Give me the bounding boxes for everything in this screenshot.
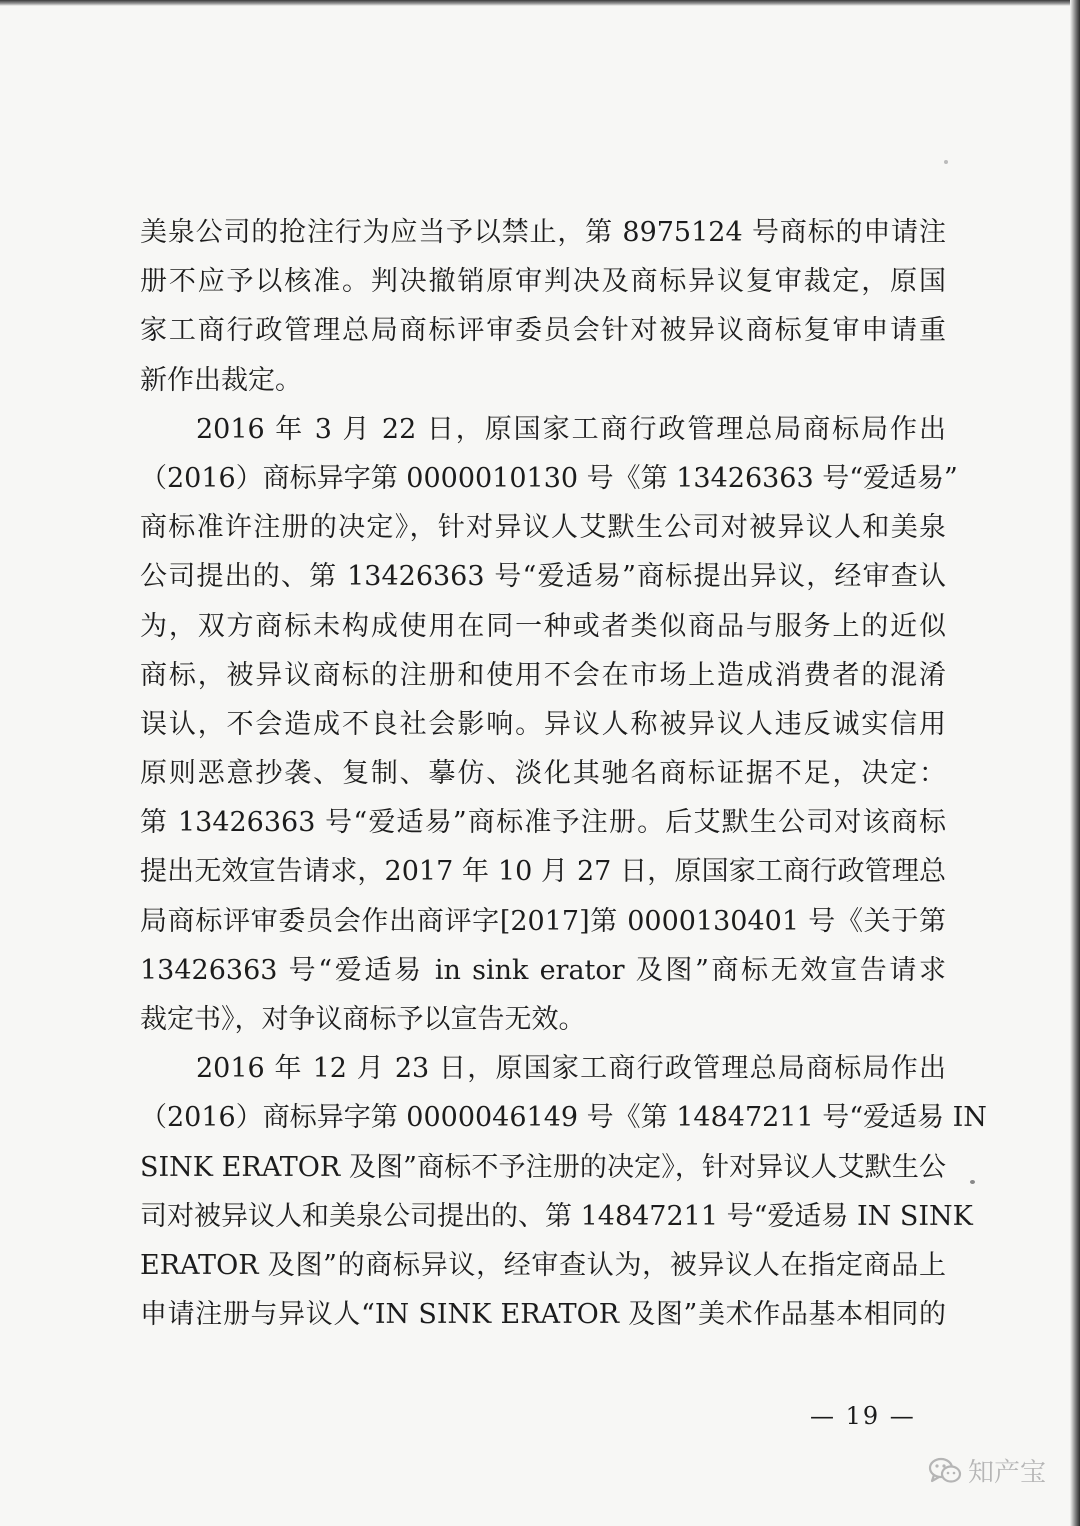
body-text <box>140 208 987 1339</box>
text-line: 册不应予以核准。判决撤销原审判决及商标异议复审裁定，原国 <box>140 266 946 298</box>
text-line: （2016）商标异字第 0000010130 号《第 13426363 号“爱适易” <box>140 462 958 494</box>
text-line: （2016）商标异字第 0000046149 号《第 14847211 号“爱适易 IN <box>140 1102 987 1134</box>
text-line: 新作出裁定。 <box>140 364 302 396</box>
text-line: 误认，不会造成不良社会影响。异议人称被异议人违反诚实信用 <box>140 708 946 740</box>
text-line: 美泉公司的抢注行为应当予以禁止，第 8975124 号商标的申请注 <box>140 217 946 248</box>
text-line: 家工商行政管理总局商标评审委员会针对被异议商标复审申请重 <box>140 315 946 347</box>
watermark-text: 知产宝 <box>968 1458 1047 1488</box>
wechat-icon <box>928 1456 962 1486</box>
text-line: 公司提出的、第 13426363 号“爱适易”商标提出异议，经审查认 <box>140 561 946 593</box>
text-line: 2016 年 12 月 23 日，原国家工商行政管理总局商标局作出 <box>196 1053 946 1085</box>
text-line: 局商标评审委员会作出商评字[2017]第 0000130401 号《关于第 <box>140 905 946 937</box>
text-line: 申请注册与异议人“IN SINK ERATOR 及图”美术作品基本相同的 <box>140 1299 946 1331</box>
text-line: 司对被异议人和美泉公司提出的、第 14847211 号“爱适易 IN SINK <box>140 1200 973 1232</box>
scan-speck <box>970 1180 975 1184</box>
page-number: — 19 — <box>810 1402 916 1430</box>
text-line: 商标准许注册的决定》，针对异议人艾默生公司对被异议人和美泉 <box>140 512 946 544</box>
text-line: 为，双方商标未构成使用在同一种或者类似商品与服务上的近似 <box>140 610 946 642</box>
text-line: 2016 年 3 月 22 日，原国家工商行政管理总局商标局作出 <box>196 413 946 445</box>
text-line: SINK ERATOR 及图”商标不予注册的决定》，针对异议人艾默生公 <box>140 1151 946 1183</box>
text-line: 裁定书》，对争议商标予以宣告无效。 <box>140 1004 586 1035</box>
text-line: 商标，被异议商标的注册和使用不会在市场上造成消费者的混淆 <box>140 659 946 691</box>
scan-edge-right <box>1070 0 1080 1526</box>
watermark <box>928 1452 1046 1489</box>
scan-speck <box>944 160 948 164</box>
text-line: ERATOR 及图”的商标异议，经审查认为，被异议人在指定商品上 <box>140 1249 946 1281</box>
text-line: 提出无效宣告请求，2017 年 10 月 27 日，原国家工商行政管理总 <box>140 856 946 888</box>
scan-edge-top <box>0 0 1080 6</box>
text-line: 第 13426363 号“爱适易”商标准予注册。后艾默生公司对该商标 <box>140 807 946 839</box>
text-line: 13426363 号“爱适易 in sink erator 及图”商标无效宣告请求 <box>140 954 946 986</box>
text-line: 原则恶意抄袭、复制、摹仿、淡化其驰名商标证据不足，决定： <box>140 758 946 790</box>
